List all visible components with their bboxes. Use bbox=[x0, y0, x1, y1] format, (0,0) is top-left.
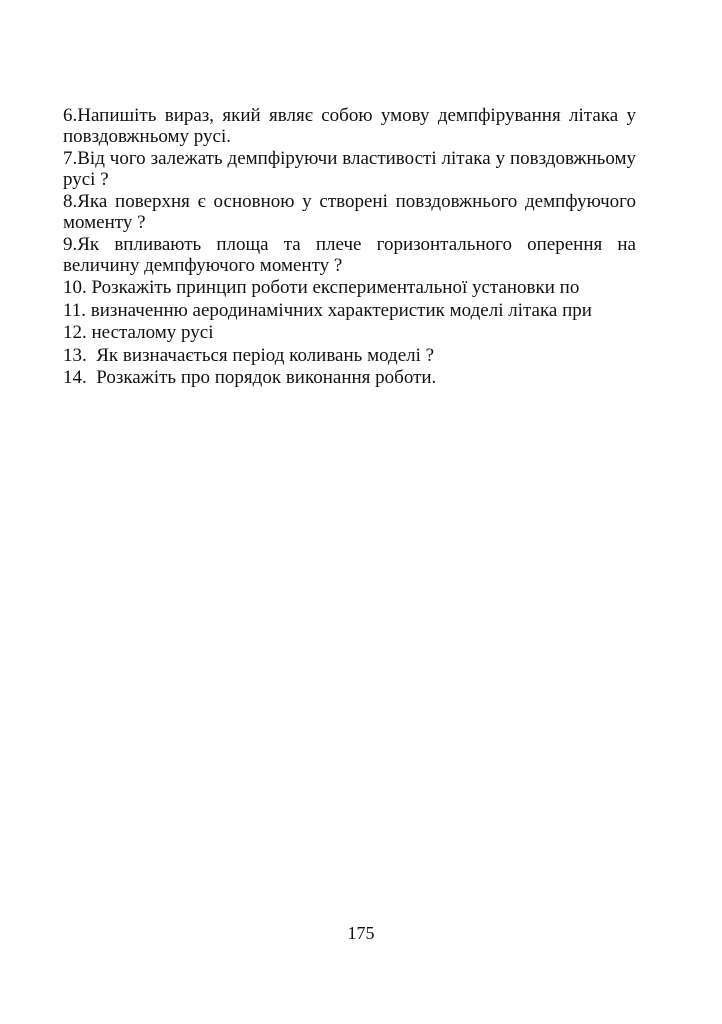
question-text: Напишіть вираз, який являє собою умову демпфірування літака у повздовжньому русі. bbox=[63, 105, 636, 147]
list-item bbox=[63, 323, 636, 344]
list-item bbox=[63, 278, 636, 299]
question-number: 12. bbox=[63, 322, 92, 343]
question-number: 7. bbox=[63, 148, 78, 169]
question-number: 8. bbox=[63, 191, 78, 212]
list-item bbox=[63, 106, 636, 147]
question-text: Яка поверхня є основною у створені повздовжнього демпфуючого моменту ? bbox=[63, 191, 636, 233]
question-number: 6. bbox=[63, 105, 78, 126]
question-number: 14. bbox=[63, 367, 97, 388]
list-item bbox=[63, 235, 636, 276]
question-number: 10. bbox=[63, 277, 92, 298]
question-number: 13. bbox=[63, 344, 97, 366]
question-list bbox=[63, 106, 636, 391]
question-text: несталому русі bbox=[91, 322, 214, 343]
question-text: Від чого залежать демпфіруючи властивості літака у повздовжньому русі ? bbox=[63, 148, 636, 190]
question-text: визначенню аеродинамічних характеристик моделі літака при bbox=[90, 299, 592, 321]
list-item bbox=[63, 192, 636, 233]
question-number: 11. bbox=[63, 299, 91, 321]
page-number: 175 bbox=[347, 923, 375, 943]
question-text: Як впливають площа та плече горизонтального оперення на величину демпфуючого моменту ? bbox=[63, 234, 636, 276]
list-item bbox=[63, 149, 636, 190]
list-item bbox=[63, 346, 636, 367]
question-text: Розкажіть принцип роботи експериментальної установки по bbox=[91, 277, 580, 298]
question-text: Розкажіть про порядок виконання роботи. bbox=[96, 367, 437, 388]
list-item bbox=[63, 368, 636, 389]
list-item bbox=[63, 301, 636, 322]
question-number: 9. bbox=[63, 234, 78, 255]
question-text: Як визначається період коливань моделі ? bbox=[96, 344, 435, 366]
